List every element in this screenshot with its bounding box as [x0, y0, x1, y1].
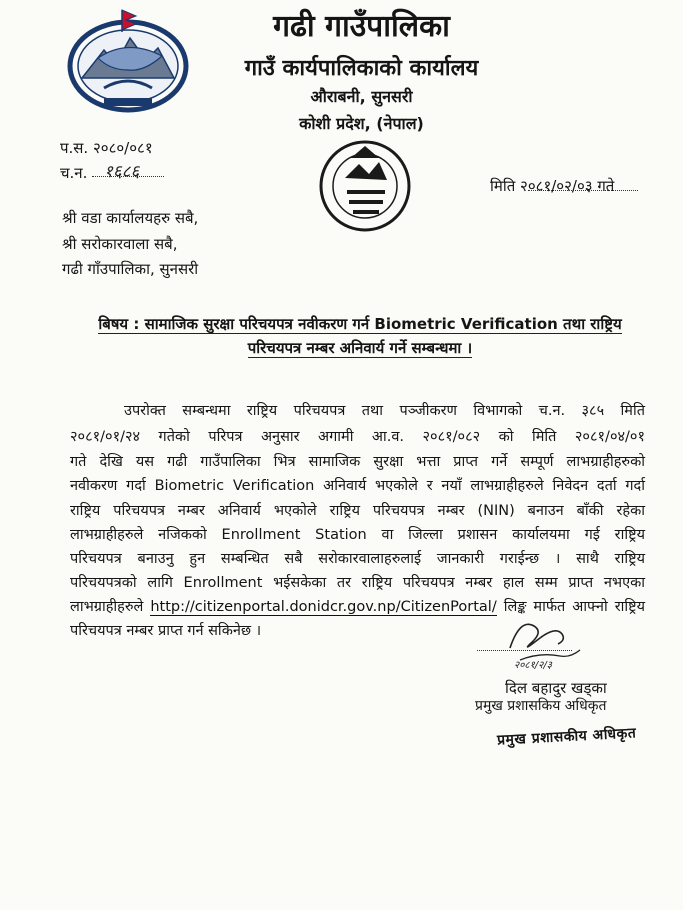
body-line-9-start: लाभग्राहीहरुले — [70, 599, 144, 615]
signatory-designation: प्रमुख प्रशासकिय अधिकृत — [475, 698, 607, 714]
office-round-stamp-icon — [315, 128, 415, 238]
recipient-line: गढी गाँउपालिका, सुनसरी — [62, 260, 199, 278]
signature-date-scrawl: २०८१/२/३ — [514, 660, 552, 670]
designation-seal: प्रमुख प्रशासकीय अधिकृत — [496, 725, 637, 749]
body-line: परिचयपत्र बनाउनु हुन सम्बन्धित सबै सरोकारवालाहरुलाई जानकारी गराईन्छ । साथै राष्ट्रिय — [70, 551, 645, 567]
body-line-9-end: लिङ्क मार्फत आफ्नो राष्ट्रिय — [503, 599, 646, 615]
recipient-line: श्री वडा कार्यालयहरु सबै, — [62, 209, 199, 227]
patra-sankhya: प.स. २०८०/०८१ — [60, 139, 153, 157]
address-line-1: औराबनी, सुनसरी — [310, 87, 413, 106]
letter-date: मिति २०८१/०२/०३ गते — [490, 177, 615, 195]
date-dotted-line — [528, 190, 638, 191]
signature-dotted-line — [477, 650, 572, 651]
address-line-2: कोशी प्रदेश, (नेपाल) — [299, 114, 424, 133]
body-line: परिचयपत्र नम्बर प्राप्त गर्न सकिनेछ । — [70, 623, 262, 639]
chalani-label: च.न. — [60, 164, 88, 182]
signatory-name: दिल बहादुर खड्का — [505, 679, 607, 697]
citizen-portal-link[interactable]: http://citizenportal.donidcr.gov.np/CitizenPortal/ — [150, 599, 497, 615]
subject-line-2: परिचयपत्र नम्बर अनिवार्य गर्ने सम्बन्धमा । — [247, 339, 473, 357]
body-line: परिचयपत्रको लागि Enrollment भईसकेका तर राष्ट्रिय परिचयपत्र नम्बर हाल सम्म प्राप्त नभएका — [70, 575, 645, 591]
body-line: उपरोक्त सम्बन्धमा राष्ट्रिय परिचयपत्र तथा पञ्जीकरण विभागको च.न. ३८५ मिति — [124, 403, 645, 419]
organization-name: गढी गाउँपालिका — [273, 9, 450, 44]
subject-line-1: बिषय : सामाजिक सुरक्षा परिचयपत्र नवीकरण गर्न Biometric Verification तथा राष्ट्रिय — [98, 315, 622, 333]
body-line: गते देखि यस गढी गाउँपालिका भित्र सामाजिक सुरक्षा भत्ता प्राप्त गर्ने सम्पूर्ण लाभग्राहीहरुको — [70, 454, 645, 470]
recipient-line: श्री सरोकारवाला सबै, — [62, 235, 178, 253]
handwritten-signature-icon — [500, 608, 590, 670]
body-line: राष्ट्रिय परिचयपत्र नम्बर अनिवार्य भएकोले राष्ट्रिय परिचयपत्र नम्बर (NIN) बनाउन बाँकी रहेका — [70, 503, 645, 519]
chalani-number: १६८६ — [104, 162, 140, 182]
subject — [40, 312, 680, 360]
office-name: गाउँ कार्यपालिकाको कार्यालय — [244, 56, 479, 81]
body-line: लाभग्राहीहरुले नजिकको Enrollment Station वा जिल्ला प्रशासन कार्यालयमा गई राष्ट्रिय — [70, 527, 645, 543]
body-line: नवीकरण गर्दा Biometric Verification अनिवार्य भएकोले र नयाँ लाभग्राहीहरुले निवेदन दर्ता गर्दा — [70, 478, 645, 494]
body-line: २०८१/०१/२४ गतेको परिपत्र अनुसार अगामी आ.व. २०८१/०८२ को मिति २०८१/०४/०१ — [70, 429, 645, 445]
